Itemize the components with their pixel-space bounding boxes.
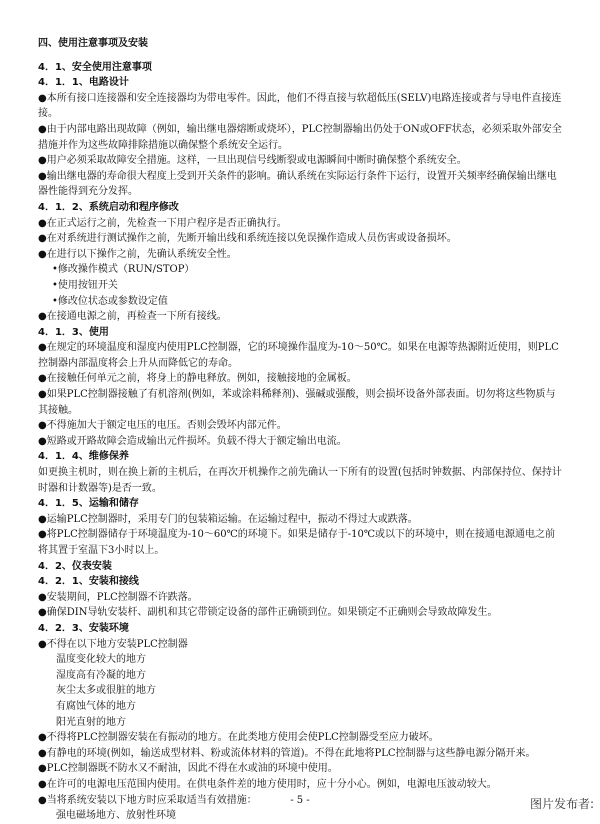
bullet-paragraph: ●如果PLC控制器接触了有机溶剂(例如，苯或涂料稀释剂)、强碱或强酸，则会损坏设备外部表面。切勿将这些物质与其接触。 xyxy=(38,389,556,416)
subsection-heading: 4．1．2、系统启动和程序修改 xyxy=(38,201,179,213)
subsection-heading: 4．2．1、安装和接线 xyxy=(38,576,139,588)
subsection-heading: 4．1．4、维修保养 xyxy=(38,451,129,463)
indented-item: 强电磁场地方、放射性环境 xyxy=(56,810,176,822)
bullet-paragraph: ●不得将PLC控制器安装在有振动的地方。在此类地方使用会使PLC控制器受至应力破坏。 xyxy=(38,732,439,744)
bullet-paragraph: ●在接触任何单元之前，将身上的静电释放。例如，接触接地的金属板。 xyxy=(38,373,357,385)
indented-item: 阳光直射的地方 xyxy=(56,716,126,728)
page-number: - 5 - xyxy=(290,795,310,806)
bullet-paragraph: ●确保DIN导轨安装杆、副机和其它带锁定设备的部件正确锁到位。如果锁定不正确则会导致故障发生。 xyxy=(38,607,498,619)
body-paragraph: 如更换主机时，则在换上新的主机后，在再次开机操作之前先确认一下所有的设置(包括时钟数据、内部保持位、保持计时器和计数器等)是否一致。 xyxy=(38,467,562,494)
bullet-paragraph: ●运输PLC控制器时，采用专门的包装箱运输。在运输过程中，振动不得过大或跌落。 xyxy=(38,513,418,525)
subsection-heading: 4．1．1、电路设计 xyxy=(38,77,129,89)
subsection-heading: 4．1．5、运输和储存 xyxy=(38,498,139,510)
bullet-paragraph: ●不得施加大于额定电压的电压。否则会毁坏内部元件。 xyxy=(38,420,287,432)
bullet-paragraph: ●在规定的环境温度和湿度内使用PLC控制器，它的环境操作温度为-10～50℃。如果在电源等热源附近使用，则PLC控制器内部温度将会上升从而降低它的寿命。 xyxy=(38,342,559,369)
indented-item: 湿度高有冷凝的地方 xyxy=(56,669,146,681)
bullet-paragraph: ●短路或开路故障会造成输出元件损坏。负载不得大于额定输出电流。 xyxy=(38,435,347,447)
bullet-paragraph: ●在正式运行之前，先检查一下用户程序是否正确执行。 xyxy=(38,217,287,229)
bullet-paragraph: ●有静电的环境(例如，输送成型材料、粉或流体材料的管道)。不得在此地将PLC控制器与这些静电源分隔开来。 xyxy=(38,747,536,759)
bullet-paragraph: ●输出继电器的寿命很大程度上受到开关条件的影响。确认系统在实际运行条件下运行，设置开关频率经确保输出继电器性能得到充分发挥。 xyxy=(38,170,557,198)
watermark: 图片发布者: xyxy=(529,797,594,811)
bullet-paragraph: ●在接通电源之前，再检查一下所有接线。 xyxy=(38,311,227,323)
subsection-heading: 4．2．3、安装环境 xyxy=(38,622,129,634)
bullet-paragraph: ●将PLC控制器储存于环境温度为-10～60℃的环境下。如果是储存于-10℃或以下的环境中，则在接通电源通电之前将其置于室温下3小时以上。 xyxy=(38,529,556,556)
bullet-paragraph: ●由于内部电路出现故障（例如，输出继电器熔断或烧坏），PLC控制器输出仍处于ON或OFF状态，必须采取外部安全措施并作为这些故障排除措施以确保整个系统安全运行。 xyxy=(38,123,562,151)
bullet-paragraph: ●当将系统安装以下地方时应采取适当有效措施： xyxy=(38,794,257,806)
indented-item: 有腐蚀气体的地方 xyxy=(56,700,136,712)
subsection-heading: 4．1、安全使用注意事项 xyxy=(38,61,152,73)
bullet-paragraph: ●不得在以下地方安装PLC控制器 xyxy=(38,638,188,650)
indented-item: 灰尘太多或很脏的地方 xyxy=(56,685,156,697)
document-page xyxy=(38,36,564,824)
indented-item: 温度变化较大的地方 xyxy=(56,654,146,666)
bullet-paragraph: ●安装期间，PLC控制器不许跌落。 xyxy=(38,591,198,603)
bullet-paragraph: ●PLC控制器既不防水又不耐油，因此不得在水或油的环境中使用。 xyxy=(38,763,338,775)
sub-bullet: •修改操作模式（RUN/STOP） xyxy=(52,264,195,276)
subsection-heading: 4．2、仪表安装 xyxy=(38,560,112,572)
bullet-paragraph: ●用户必须采取故障安全措施。这样，一旦出现信号线断裂或电源瞬间中断时确保整个系统安全。 xyxy=(38,155,467,167)
bullet-paragraph: ●本所有接口连接器和安全连接器均为带电零件。因此，他们不得直接与软超低压(SELV)电路连接或者与导电件直接连接。 xyxy=(38,92,562,120)
bullet-paragraph: ●在进行以下操作之前，先确认系统安全性。 xyxy=(38,248,237,260)
bullet-paragraph: ●在许可的电源电压范围内使用。在供电条件差的地方使用时，应十分小心。例如，电源电压波动较大。 xyxy=(38,778,497,790)
sub-bullet: •修改位状态或参数设定值 xyxy=(52,295,168,307)
bullet-paragraph: ●在对系统进行测试操作之前，先断开输出线和系统连接以免误操作造成人员伤害或设备损坏。 xyxy=(38,233,457,245)
subsection-heading: 4．1．3、使用 xyxy=(38,326,109,338)
section-heading: 四、使用注意事项及安装 xyxy=(38,38,148,49)
sub-bullet: •使用按钮开关 xyxy=(52,279,118,291)
